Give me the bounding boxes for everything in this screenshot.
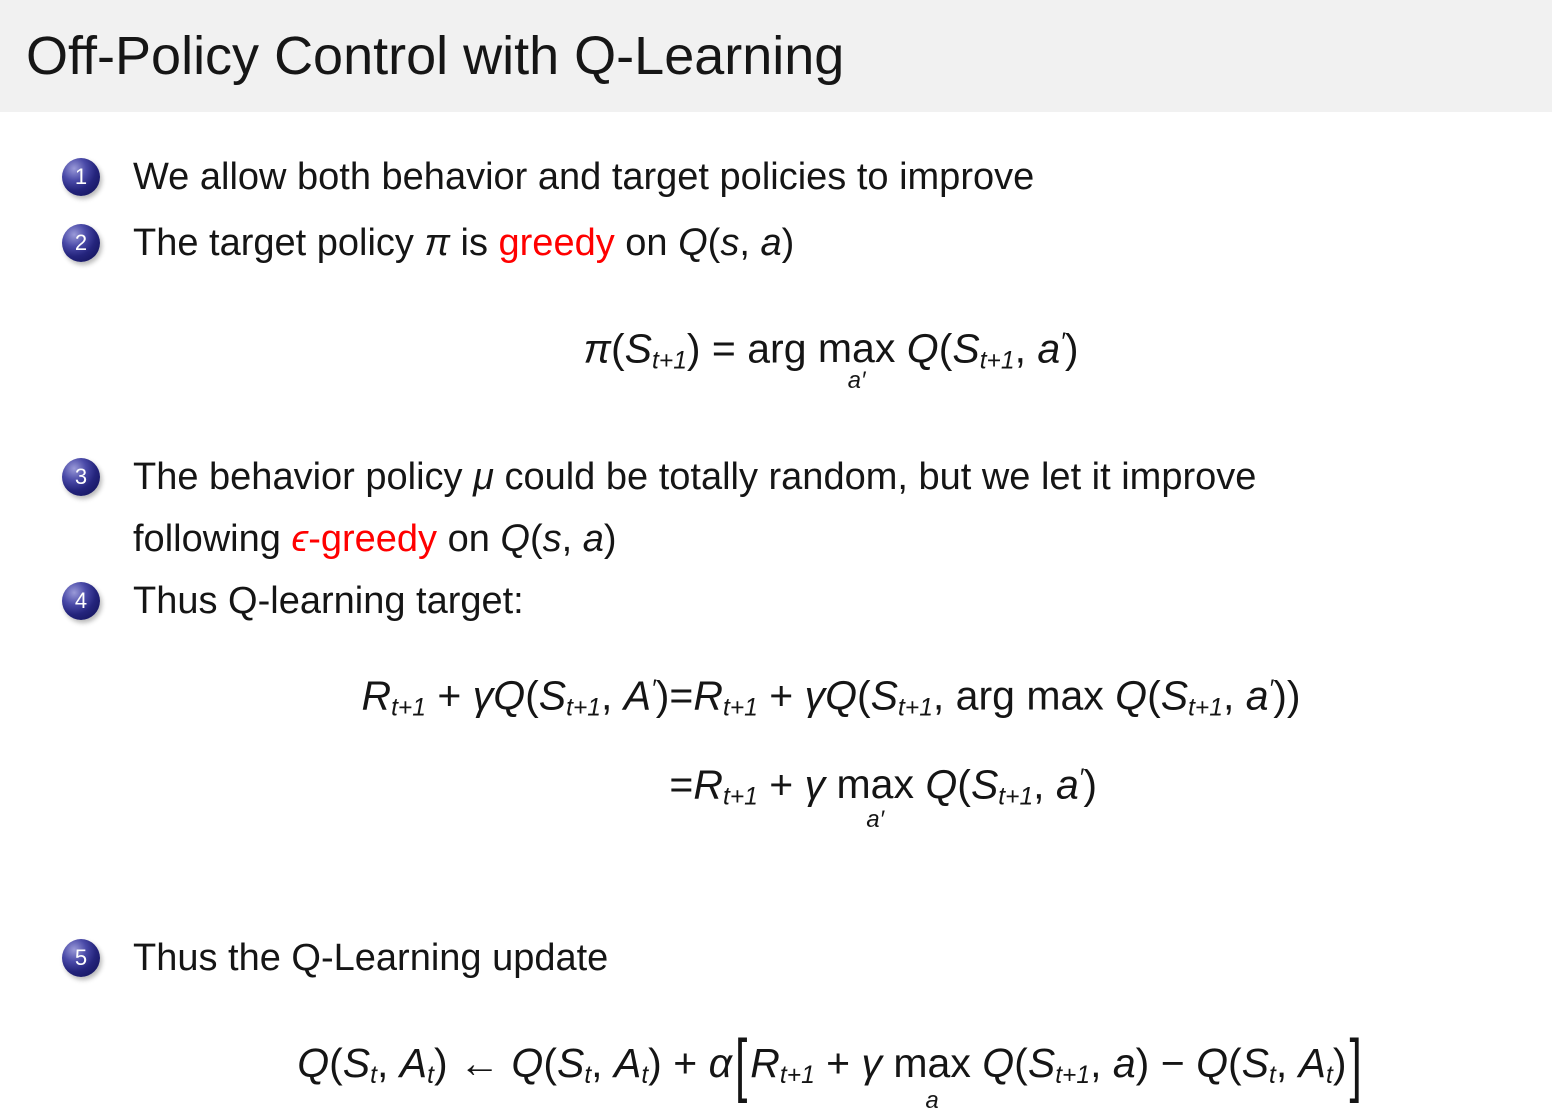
math-token: S — [624, 325, 652, 372]
math-token: ( — [707, 222, 721, 264]
math-token: following — [133, 518, 292, 561]
target-line2-right — [669, 751, 1300, 834]
math-token: ( — [329, 1040, 343, 1087]
math-token: ) — [603, 518, 617, 561]
math-token: A — [613, 1040, 642, 1087]
bullet-badge-3: 3 — [62, 458, 100, 496]
math-token: R — [693, 672, 723, 719]
target-line1-left — [361, 662, 669, 736]
math-token: on — [437, 518, 501, 561]
math-token: , — [561, 518, 583, 561]
math-token: The behavior policy — [133, 456, 474, 499]
math-token: + — [757, 761, 805, 808]
math-token: ′ — [1060, 329, 1065, 356]
math-token — [882, 1040, 893, 1086]
math-token: S — [1160, 672, 1189, 719]
math-token: greedy — [498, 222, 615, 264]
math-token: ) + — [648, 1040, 709, 1087]
math-token — [836, 756, 914, 834]
math-token: S — [970, 761, 999, 808]
math-token: ( — [1147, 672, 1161, 719]
math-token: a — [1037, 325, 1061, 372]
slide-title-bar — [0, 0, 1552, 112]
math-token: S — [556, 1040, 585, 1087]
math-token: π — [583, 325, 611, 372]
math-token: is — [449, 222, 499, 264]
math-token: ) — [1332, 1040, 1347, 1087]
operator-subscript: a′ — [866, 806, 885, 834]
math-token: , — [376, 1040, 400, 1087]
math-token: , — [1090, 1040, 1113, 1087]
math-token: -greedy — [308, 518, 438, 561]
math-token: + — [814, 1040, 862, 1087]
math-token: t+1 — [722, 694, 758, 722]
math-token: Q — [1196, 1040, 1228, 1087]
math-token: t — [1325, 1062, 1333, 1090]
list-item-4 — [0, 570, 1552, 632]
math-token: t+1 — [1188, 694, 1223, 722]
math-token: ) = arg — [686, 325, 818, 372]
math-token: S — [342, 1040, 371, 1087]
math-token: ) — [1083, 761, 1098, 808]
math-token: Q — [297, 1040, 330, 1087]
math-token: A — [623, 672, 652, 719]
list-item-3-text — [133, 446, 1552, 570]
math-token: ( — [1014, 1040, 1028, 1087]
math-token: We allow both behavior and target policies to improve — [133, 156, 1035, 198]
math-token: ] — [1349, 1025, 1362, 1104]
math-token: ( — [529, 518, 543, 561]
math-token: S — [1027, 1040, 1056, 1087]
math-token: , — [591, 1040, 614, 1087]
math-token: R — [361, 672, 392, 719]
math-token: ( — [1227, 1040, 1242, 1087]
math-token: ( — [957, 761, 971, 808]
math-token — [893, 1033, 971, 1114]
list-item-2-text — [133, 212, 1552, 274]
math-token: , — [600, 672, 624, 719]
math-token: [ — [734, 1025, 748, 1104]
operator-subscript: a′ — [847, 367, 866, 395]
math-token: , — [1222, 672, 1246, 719]
math-token — [971, 1040, 982, 1086]
math-token: + — [425, 672, 473, 719]
bullet-badge-4: 4 — [62, 582, 100, 620]
target-line1-right — [669, 662, 1300, 736]
math-token: ϵ — [291, 518, 309, 561]
math-token: t+1 — [898, 694, 933, 722]
list-item-1 — [0, 146, 1552, 208]
list-item-3 — [0, 446, 1552, 570]
operator: max — [893, 1040, 971, 1087]
math-token: ( — [543, 1040, 557, 1087]
math-token: ( — [938, 325, 953, 372]
slide-title: Off-Policy Control with Q-Learning — [26, 26, 845, 86]
math-token: s — [542, 518, 562, 561]
math-token: Thus Q-learning target: — [133, 580, 524, 623]
math-token: a — [1112, 1040, 1136, 1087]
math-token: Thus the Q-Learning update — [133, 937, 609, 980]
list-item-5-text — [133, 927, 1552, 989]
math-token: ( — [525, 672, 539, 719]
math-token: γQ — [804, 672, 857, 719]
math-token: , arg max — [932, 672, 1116, 719]
math-token: γQ — [472, 672, 526, 719]
math-token: t — [427, 1062, 434, 1090]
math-token: t — [584, 1062, 592, 1090]
bullet-badge-1: 1 — [62, 158, 100, 196]
math-token: ( — [857, 672, 871, 719]
operator-subscript: a — [925, 1087, 939, 1114]
list-item-1-text — [133, 146, 1552, 208]
operator: max — [836, 761, 914, 808]
math-token: S — [1241, 1040, 1269, 1087]
list-item-2 — [0, 212, 1552, 274]
math-token: S — [538, 672, 567, 719]
math-token: R — [693, 761, 723, 808]
math-token: = — [669, 672, 694, 719]
math-token: t+1 — [1055, 1062, 1091, 1090]
list-item-5 — [0, 927, 1552, 989]
math-token: t — [641, 1062, 649, 1090]
math-token: t+1 — [979, 347, 1015, 375]
math-token: A — [399, 1040, 428, 1087]
math-token: t+1 — [652, 347, 687, 375]
operator: max — [817, 325, 896, 372]
math-token: ′ — [1078, 764, 1084, 792]
bullet-badge-2: 2 — [62, 224, 100, 262]
formula-pi-greedy — [0, 318, 1552, 395]
math-token: s — [720, 222, 740, 264]
math-token: could be totally random, but we let it improve — [493, 456, 1257, 499]
math-token: ) — [1064, 325, 1079, 372]
math-token: t+1 — [722, 783, 758, 811]
math-token: , — [1014, 325, 1038, 372]
math-token: , — [1275, 1040, 1299, 1087]
math-token: Q — [982, 1040, 1015, 1087]
math-token: t+1 — [998, 783, 1034, 811]
math-token: t — [1268, 1062, 1276, 1090]
list-item-4-text — [133, 570, 1552, 632]
math-token: ) − — [1135, 1040, 1197, 1087]
math-token: Q — [678, 222, 708, 264]
math-token — [914, 761, 925, 807]
formula-q-update — [0, 1025, 1552, 1114]
math-token: a — [1055, 761, 1079, 808]
bullet-badge-5: 5 — [62, 939, 100, 977]
math-token: + — [757, 672, 805, 719]
math-token: ′ — [651, 676, 656, 704]
math-token: ) — [655, 672, 670, 719]
math-token: γ — [804, 761, 826, 808]
math-token — [817, 323, 896, 395]
math-token: Q — [925, 761, 958, 808]
math-token: t+1 — [779, 1062, 815, 1090]
math-token: Q — [1115, 672, 1148, 719]
formula-qlearning-target — [0, 662, 1552, 834]
math-token: a — [1245, 672, 1269, 719]
math-token: α — [708, 1040, 732, 1087]
math-token — [825, 761, 836, 807]
math-token: Q — [511, 1040, 544, 1087]
math-token: ( — [610, 325, 625, 372]
math-token — [895, 325, 906, 371]
math-token: The target policy — [133, 222, 425, 264]
math-token: t+1 — [391, 694, 426, 722]
math-token: on — [614, 222, 679, 264]
math-token: Q — [500, 518, 530, 561]
math-token: t — [370, 1062, 377, 1090]
math-token: ) — [781, 222, 795, 264]
math-token: ′ — [1268, 676, 1274, 704]
math-token: μ — [473, 456, 494, 499]
math-token: π — [424, 222, 450, 264]
math-token: S — [870, 672, 899, 719]
math-token: A — [1298, 1040, 1326, 1087]
math-token: , — [1033, 761, 1056, 808]
math-token: γ — [861, 1040, 882, 1087]
math-token: Q — [906, 325, 939, 372]
target-line2-left — [361, 751, 669, 825]
slide-content — [0, 112, 1552, 1114]
math-token: ) ← — [433, 1040, 512, 1087]
math-token: = — [669, 761, 694, 808]
math-token: a — [582, 518, 604, 561]
math-token: a — [760, 222, 782, 264]
math-token: , — [739, 222, 761, 264]
math-token: )) — [1273, 672, 1301, 719]
math-token: R — [750, 1040, 780, 1087]
math-token: S — [952, 325, 980, 372]
math-token: t+1 — [566, 694, 601, 722]
